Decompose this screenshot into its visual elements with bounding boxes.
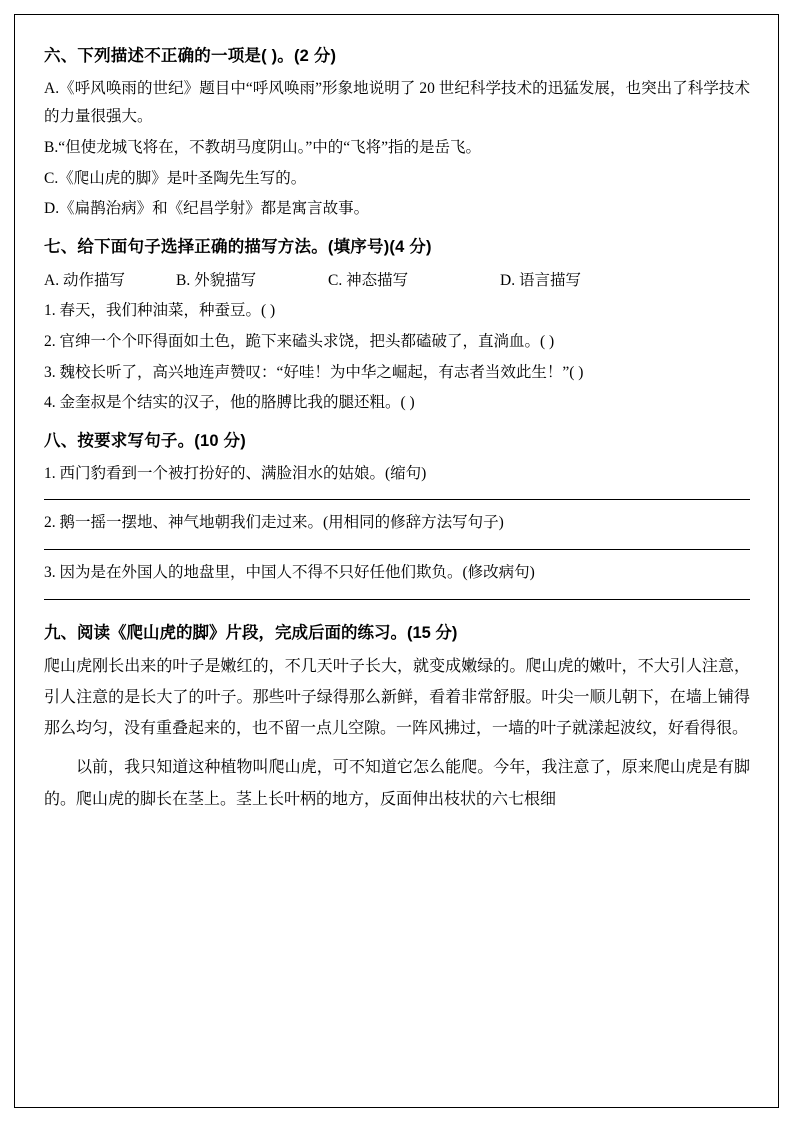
answer-line-1: [44, 499, 750, 500]
section-seven-item-4: 4. 金奎叔是个结实的汉子，他的胳膊比我的腿还粗。( ): [44, 394, 415, 412]
option-a: A. 动作描写: [44, 271, 125, 289]
section-eight-heading: 八、按要求写句子。(10 分): [44, 431, 246, 450]
section-seven-options: [44, 266, 750, 295]
answer-line-2: [44, 549, 750, 550]
spacer: [44, 609, 750, 619]
section-nine-heading: 九、阅读《爬山虎的脚》片段，完成后面的练习。(15 分): [44, 623, 458, 642]
section-eight-item-1: 1. 西门豹看到一个被打扮好的、满脸泪水的姑娘。(缩句): [44, 464, 427, 482]
option-b: B. 外貌描写: [176, 271, 257, 289]
section-eight-item-3: 3. 因为是在外国人的地盘里，中国人不得不只好任他们欺负。(修改病句): [44, 564, 535, 582]
section-six: [44, 44, 750, 224]
section-six-option-a: A.《呼风唤雨的世纪》题目中“呼风唤雨”形象地说明了 20 世纪科学技术的迅猛发展，也突出了科学技术的力量很强大。: [44, 79, 750, 126]
section-seven-item-1: 1. 春天，我们种油菜，种蚕豆。( ): [44, 302, 276, 320]
option-c: C. 神态描写: [328, 271, 409, 289]
reading-paragraph-2: 以前，我只知道这种植物叫爬山虎，可不知道它怎么能爬。今年，我注意了，原来爬山虎是有脚的。爬山虎的脚长在茎上。茎上长叶柄的地方，反面伸出枝状的六七根细: [44, 759, 750, 808]
reading-paragraph-1: 爬山虎刚长出来的叶子是嫩红的，不几天叶子长大，就变成嫩绿的。爬山虎的嫩叶，不大引人注意，引人注意的是长大了的叶子。那些叶子绿得那么新鲜，看着非常舒服。叶尖一顺儿朝下，在墙上铺得那么均匀，没有重叠起来的，也不留一点儿空隙。一阵风拂过，一墙的叶子就漾起波纹，好看得很。: [44, 657, 750, 738]
section-six-heading: 六、下列描述不正确的一项是( )。(2 分): [44, 47, 337, 65]
section-seven-item-2: 2. 官绅一个个吓得面如土色，跪下来磕头求饶，把头都磕破了，直淌血。( ): [44, 332, 555, 350]
option-d: D. 语言描写: [500, 271, 581, 289]
section-six-option-d: D.《扁鹊治病》和《纪昌学射》都是寓言故事。: [44, 200, 370, 218]
section-eight: [44, 429, 750, 600]
section-eight-item-2: 2. 鹅一摇一摆地、神气地朝我们走过来。(用相同的修辞方法写句子): [44, 514, 504, 532]
section-seven-item-3: 3. 魏校长听了，高兴地连声赞叹：“好哇！为中华之崛起，有志者当效此生！”( ): [44, 363, 584, 381]
section-six-option-c: C.《爬山虎的脚》是叶圣陶先生写的。: [44, 169, 307, 187]
spacer: [44, 226, 750, 235]
spacer: [44, 744, 750, 752]
section-seven: [44, 235, 750, 418]
section-nine: [44, 619, 750, 815]
section-six-option-b: B.“但使龙城飞将在，不教胡马度阴山。”中的“飞将”指的是岳飞。: [44, 139, 481, 157]
section-seven-heading: 七、给下面句子选择正确的描写方法。(填序号)(4 分): [44, 238, 432, 257]
page-content: [44, 44, 750, 815]
spacer: [44, 420, 750, 429]
answer-line-3: [44, 599, 750, 600]
